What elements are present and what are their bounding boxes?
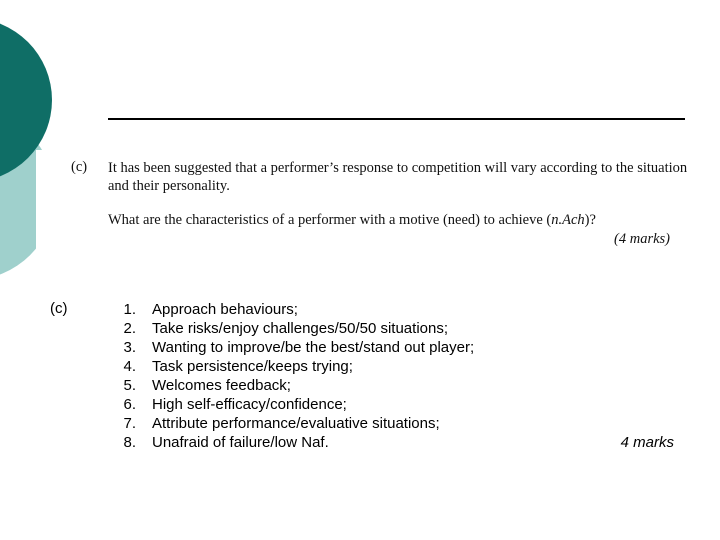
question-text-2 [108, 211, 688, 229]
question-text-2-suffix: )? [584, 212, 596, 228]
slide-decoration [0, 0, 120, 300]
item-number: 1. [123, 301, 136, 318]
item-number: 3. [123, 339, 136, 356]
item-text: Attribute performance/evaluative situations; [152, 415, 440, 432]
item-number: 4. [123, 358, 136, 375]
item-number: 8. [123, 434, 136, 451]
question-text-1: It has been suggested that a performer’s response to competition will vary according to the situation and their personality. [108, 160, 688, 194]
answer-marks: 4 marks [620, 434, 674, 451]
item-number: 7. [123, 415, 136, 432]
question-body [108, 159, 688, 229]
item-text: Unafraid of failure/low Naf. [152, 434, 329, 451]
item-number: 6. [123, 396, 136, 413]
horizontal-rule [108, 118, 685, 120]
item-text: High self-efficacy/confidence; [152, 396, 347, 413]
item-text: Approach behaviours; [152, 301, 298, 318]
item-text: Take risks/enjoy challenges/50/50 situations; [152, 320, 449, 337]
question-label: (c) [71, 159, 88, 175]
question-text-2-prefix: What are the characteristics of a performer with a motive (need) to achieve ( [108, 212, 552, 228]
item-number: 5. [123, 377, 136, 394]
question-marks: (4 marks) [614, 231, 670, 247]
question-text-2-italic: n.Ach [551, 212, 585, 228]
item-number: 2. [123, 320, 136, 337]
decor-white-mask [36, 150, 76, 300]
item-text: Wanting to improve/be the best/stand out player; [152, 339, 475, 356]
answer-label: (c) [50, 300, 68, 317]
item-text: Welcomes feedback; [152, 377, 291, 394]
item-text: Task persistence/keeps trying; [152, 358, 353, 375]
